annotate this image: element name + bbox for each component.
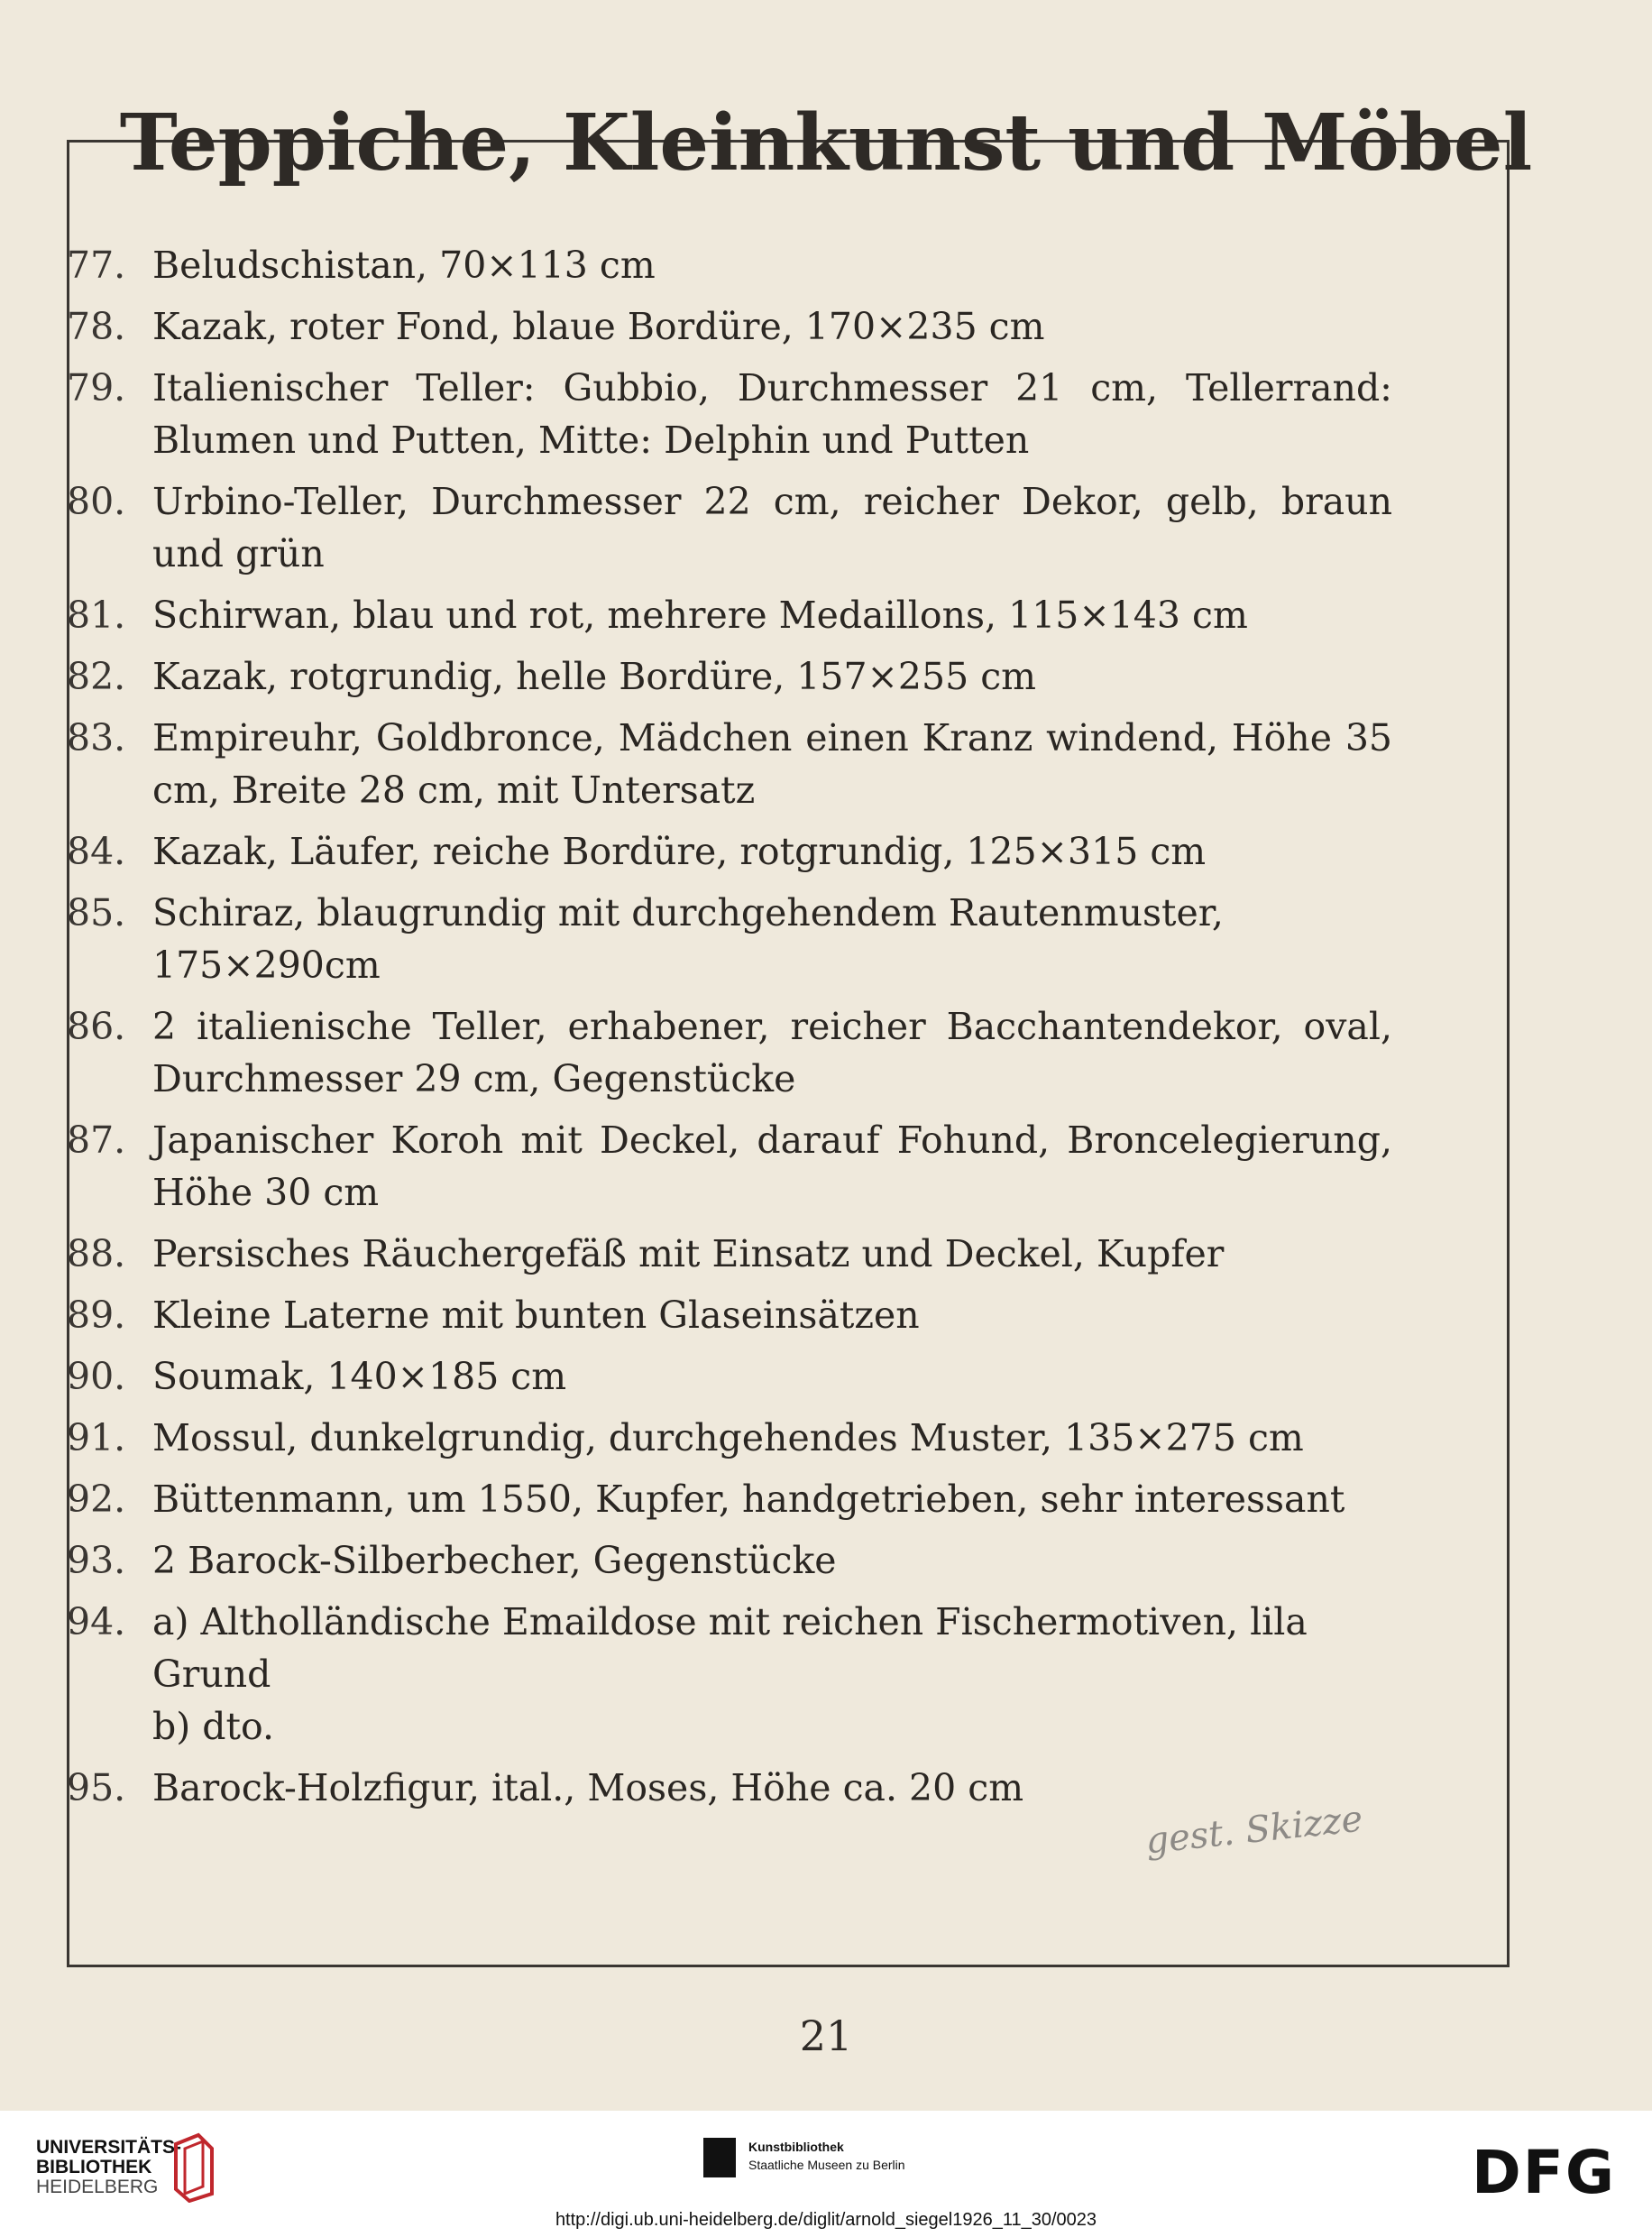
entry-number: 94. [67,1600,126,1643]
catalog-entry [67,300,1392,353]
entry-number: 82. [67,655,126,698]
catalog-entry [67,1228,1392,1280]
kb-logo-line: Kunstbibliothek [748,2140,844,2154]
entry-number: 80. [67,480,126,523]
catalog-entry [67,1350,1392,1403]
kunstbibliothek-emblem-icon [703,2138,736,2177]
entry-text: Persisches Räuchergefäß mit Einsatz und Deckel, Kupfer [152,1232,1225,1275]
page-number: 21 [799,2011,853,2060]
entry-number: 83. [67,716,126,759]
catalog-entry [67,362,1392,466]
entry-text: Kazak, rotgrundig, helle Bordüre, 157×255 cm [152,655,1037,698]
entry-number: 77. [67,244,126,287]
entry-text: 2 italienische Teller, erhabener, reicher Bacchantendekor, oval, Durchmesser 29 cm, Gegenstücke [152,1005,1392,1100]
catalog-entry [67,887,1392,991]
catalog-entry [67,589,1392,641]
entry-number: 84. [67,830,126,873]
entry-number: 95. [67,1766,126,1809]
entry-number: 91. [67,1416,126,1459]
kunstbibliothek-logo[interactable] [703,2138,905,2174]
entry-text: 2 Barock-Silberbecher, Gegenstücke [152,1539,837,1582]
entry-text: Kazak, Läufer, reiche Bordüre, rotgrundig, 125×315 cm [152,830,1207,873]
ub-logo-line: UNIVERSITÄTS- [36,2137,182,2158]
handwritten-note: gest. Skizze [1143,1798,1365,1863]
catalog-entry [67,1473,1392,1525]
ub-logo-line: BIBLIOTHEK [36,2157,152,2177]
ub-emblem-icon [167,2131,221,2203]
entry-number: 81. [67,594,126,637]
entry-number: 93. [67,1539,126,1582]
catalog-entry [67,1114,1392,1219]
source-url[interactable]: http://digi.ub.uni-heidelberg.de/diglit/arnold_siegel1926_11_30/0023 [555,2210,1097,2230]
entry-text: Kazak, roter Fond, blaue Bordüre, 170×235 cm [152,305,1045,348]
entry-text: Mossul, dunkelgrundig, durchgehendes Muster, 135×275 cm [152,1416,1304,1459]
library-footer [0,2111,1652,2237]
entry-text: Empireuhr, Goldbronce, Mädchen einen Kranz windend, Höhe 35 cm, Breite 28 cm, mit Untersatz [152,716,1392,812]
catalog-list [67,239,1392,1823]
entry-text: Schirwan, blau und rot, mehrere Medaillons, 115×143 cm [152,594,1248,637]
catalog-entry [67,1000,1392,1105]
entry-text: Kleine Laterne mit bunten Glaseinsätzen [152,1293,920,1337]
entry-number: 92. [67,1478,126,1521]
entry-text: Barock-Holzfigur, ital., Moses, Höhe ca. 20 cm [152,1766,1024,1809]
catalog-entry [67,1534,1392,1587]
entry-text: Urbino-Teller, Durchmesser 22 cm, reicher Dekor, gelb, braun und grün [152,480,1392,575]
entry-text: a) Altholländische Emaildose mit reichen Fischermotiven, lila Grund [152,1600,1308,1696]
entry-text: Italienischer Teller: Gubbio, Durchmesser 21 cm, Tellerrand: Blumen und Putten, Mitte: Delphin und Putten [152,366,1392,462]
catalog-entry [67,1412,1392,1464]
ub-logo-line: HEIDELBERG [36,2177,159,2197]
catalog-entry [67,1596,1392,1753]
entry-number: 88. [67,1232,126,1275]
catalog-entry [67,825,1392,878]
catalog-entry [67,650,1392,703]
entry-number: 78. [67,305,126,348]
entry-number: 86. [67,1005,126,1048]
entry-number: 89. [67,1293,126,1337]
entry-number: 90. [67,1355,126,1398]
entry-text-sub: b) dto. [152,1705,274,1748]
entry-text: Soumak, 140×185 cm [152,1355,567,1398]
kb-logo-line: Staatliche Museen zu Berlin [748,2158,905,2172]
page-title: Teppiche, Kleinkunst und Möbel [119,97,1533,189]
entry-text: Schiraz, blaugrundig mit durchgehendem Rautenmuster, 175×290cm [152,891,1224,987]
catalog-entry [67,1762,1392,1814]
dfg-logo[interactable]: DFG [1471,2138,1616,2207]
catalog-entry [67,1289,1392,1341]
entry-text: Beludschistan, 70×113 cm [152,244,656,287]
entry-number: 79. [67,366,126,410]
entry-text: Japanischer Koroh mit Deckel, darauf Fohund, Broncelegierung, Höhe 30 cm [152,1118,1392,1214]
catalog-entry [67,712,1392,816]
entry-number: 87. [67,1118,126,1162]
ub-heidelberg-logo[interactable] [36,2138,181,2197]
catalog-entry [67,475,1392,580]
entry-text: Büttenmann, um 1550, Kupfer, handgetrieben, sehr interessant [152,1478,1345,1521]
catalog-entry [67,239,1392,291]
entry-number: 85. [67,891,126,934]
